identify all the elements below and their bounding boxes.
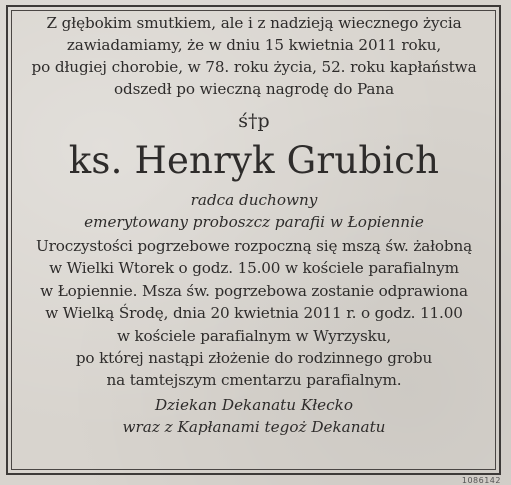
obituary-intro (14, 12, 494, 100)
deceased-role (14, 189, 494, 233)
body-line: po której nastąpi złożenie do rodzinnego grobu (75, 349, 433, 368)
body-line: Uroczystości pogrzebowe rozpoczną się mszą św. żałobną (35, 237, 473, 255)
role-line: radca duchowny (190, 191, 318, 209)
ad-code: 1086142 (461, 476, 501, 485)
body-line: w Wielki Wtorek o godz. 15.00 w kościele parafialnym (49, 259, 459, 278)
deceased-name: ks. Henryk Grubich (68, 139, 440, 182)
obituary-content (14, 12, 494, 438)
body-line: w Łopiennie. Msza św. pogrzebowa zostanie odprawiona (40, 281, 468, 300)
body-line: na tamtejszym cmentarzu parafialnym. (106, 371, 402, 390)
intro-line: Z głębokim smutkiem, ale i z nadzieją wiecznego życia (46, 14, 462, 32)
intro-line: odszedł po wieczną nagrodę do Pana (113, 80, 395, 98)
signature-line: wraz z Kapłanami tegoż Dekanatu (122, 417, 386, 436)
obituary-signature (14, 394, 494, 438)
intro-line: zawiadamiamy, że w dniu 15 kwietnia 2011 roku, (66, 36, 442, 54)
stp-mark: ś†p (238, 110, 270, 132)
body-line: w Wielką Środę, dnia 20 kwietnia 2011 r. o godz. 11.00 (45, 304, 463, 323)
body-line: w kościele parafialnym w Wyrzysku, (116, 326, 392, 345)
signature-line: Dziekan Dekanatu Kłecko (155, 395, 353, 414)
funeral-details (14, 235, 494, 392)
role-line: emerytowany proboszcz parafii w Łopiennie (84, 213, 424, 231)
intro-line: po długiej chorobie, w 78. roku życia, 52. roku kapłaństwa (31, 58, 477, 76)
